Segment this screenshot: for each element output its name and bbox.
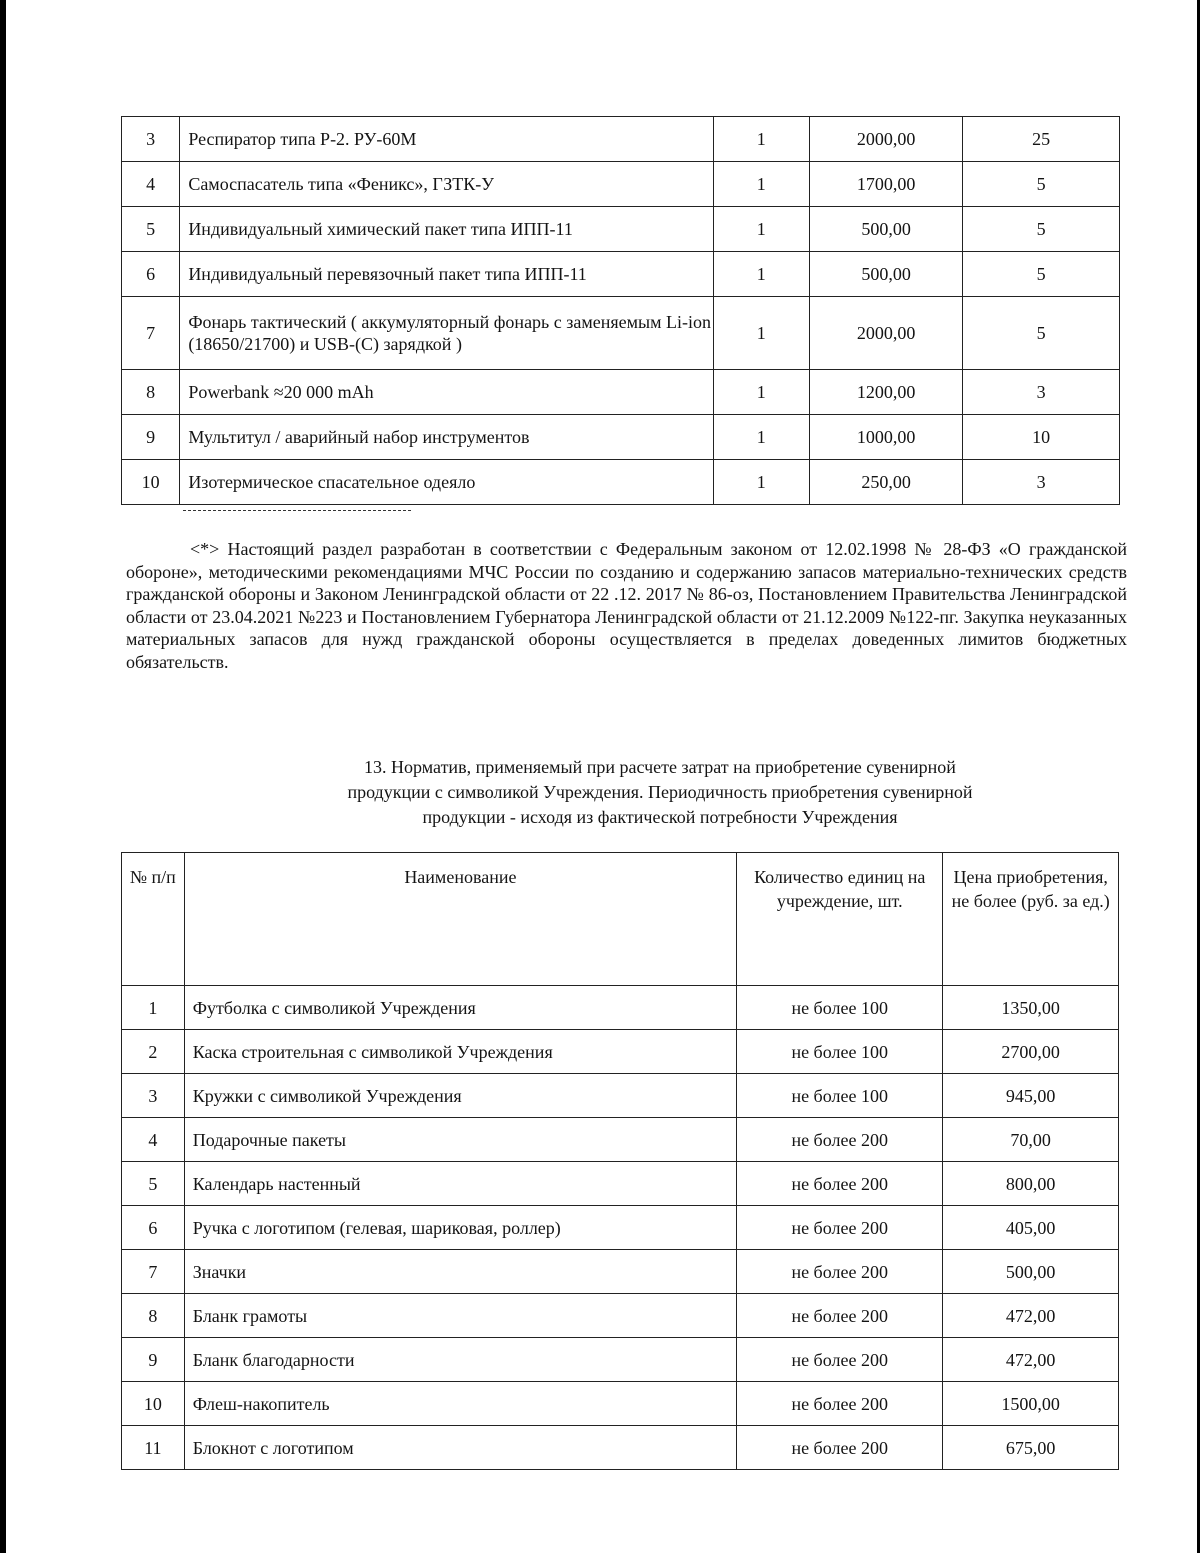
civil-defense-table	[121, 116, 1120, 505]
table-row	[122, 297, 1120, 370]
item-price: 1350,00	[943, 986, 1119, 1030]
item-quantity: не более 100	[737, 1030, 943, 1074]
item-name: Бланк грамоты	[184, 1294, 736, 1338]
item-name: Каска строительная с символикой Учреждения	[184, 1030, 736, 1074]
section-title-line: продукции с символикой Учреждения. Периодичность приобретения сувенирной	[347, 782, 973, 802]
table-row	[122, 1030, 1119, 1074]
item-price: 2000,00	[810, 117, 963, 162]
row-number: 11	[122, 1426, 185, 1470]
item-quantity: не более 100	[737, 986, 943, 1030]
item-price: 2700,00	[943, 1030, 1119, 1074]
table-header-row	[122, 853, 1119, 986]
header-name: Наименование	[184, 853, 736, 986]
item-price: 1700,00	[810, 162, 963, 207]
item-price: 500,00	[810, 252, 963, 297]
item-quantity: не более 200	[737, 1338, 943, 1382]
item-price: 800,00	[943, 1162, 1119, 1206]
item-count: 3	[963, 460, 1120, 505]
item-count: 5	[963, 207, 1120, 252]
item-quantity: 1	[713, 460, 809, 505]
row-number: 3	[122, 117, 180, 162]
table-row	[122, 986, 1119, 1030]
row-number: 6	[122, 1206, 185, 1250]
item-quantity: 1	[713, 207, 809, 252]
item-name: Мультитул / аварийный набор инструментов	[180, 415, 713, 460]
item-price: 1000,00	[810, 415, 963, 460]
item-name: Ручка с логотипом (гелевая, шариковая, роллер)	[184, 1206, 736, 1250]
item-quantity: 1	[713, 162, 809, 207]
item-price: 70,00	[943, 1118, 1119, 1162]
item-name: Индивидуальный перевязочный пакет типа ИПП-11	[180, 252, 713, 297]
header-quantity: Количество единиц на учреждение, шт.	[737, 853, 943, 986]
item-quantity: не более 200	[737, 1426, 943, 1470]
item-count: 10	[963, 415, 1120, 460]
item-name: Powerbank ≈20 000 mAh	[180, 370, 713, 415]
table-row	[122, 1206, 1119, 1250]
row-number: 7	[122, 297, 180, 370]
item-quantity: 1	[713, 252, 809, 297]
table-row	[122, 1382, 1119, 1426]
row-number: 5	[122, 1162, 185, 1206]
table-row	[122, 162, 1120, 207]
item-name: Календарь настенный	[184, 1162, 736, 1206]
section-title-line: 13. Норматив, применяемый при расчете затрат на приобретение сувенирной	[364, 757, 956, 777]
item-price: 500,00	[943, 1250, 1119, 1294]
item-name: Индивидуальный химический пакет типа ИПП-11	[180, 207, 713, 252]
item-count: 5	[963, 252, 1120, 297]
table-row	[122, 117, 1120, 162]
row-number: 8	[122, 370, 180, 415]
row-number: 4	[122, 1118, 185, 1162]
header-price: Цена приобретения, не более (руб. за ед.)	[943, 853, 1119, 986]
row-number: 4	[122, 162, 180, 207]
item-name: Значки	[184, 1250, 736, 1294]
item-name: Изотермическое спасательное одеяло	[180, 460, 713, 505]
table-row	[122, 252, 1120, 297]
item-price: 472,00	[943, 1338, 1119, 1382]
item-name: Флеш-накопитель	[184, 1382, 736, 1426]
row-number: 10	[122, 1382, 185, 1426]
item-name: Бланк благодарности	[184, 1338, 736, 1382]
item-quantity: 1	[713, 297, 809, 370]
table-row	[122, 207, 1120, 252]
row-number: 9	[122, 1338, 185, 1382]
item-name: Кружки с символикой Учреждения	[184, 1074, 736, 1118]
table-row	[122, 1074, 1119, 1118]
row-number: 6	[122, 252, 180, 297]
item-name: Блокнот с логотипом	[184, 1426, 736, 1470]
item-name: Самоспасатель типа «Феникс», ГЗТК-У	[180, 162, 713, 207]
row-number: 10	[122, 460, 180, 505]
table-row	[122, 370, 1120, 415]
item-price: 500,00	[810, 207, 963, 252]
item-price: 2000,00	[810, 297, 963, 370]
item-quantity: не более 200	[737, 1294, 943, 1338]
item-price: 472,00	[943, 1294, 1119, 1338]
row-number: 9	[122, 415, 180, 460]
table-row	[122, 1118, 1119, 1162]
row-number: 8	[122, 1294, 185, 1338]
row-number: 3	[122, 1074, 185, 1118]
item-name: Подарочные пакеты	[184, 1118, 736, 1162]
item-price: 675,00	[943, 1426, 1119, 1470]
item-price: 1200,00	[810, 370, 963, 415]
item-count: 5	[963, 297, 1120, 370]
table-row	[122, 1338, 1119, 1382]
header-number: № п/п	[122, 853, 185, 986]
item-quantity: не более 200	[737, 1118, 943, 1162]
item-count: 3	[963, 370, 1120, 415]
souvenir-table	[121, 852, 1119, 1470]
item-quantity: не более 200	[737, 1250, 943, 1294]
row-number: 2	[122, 1030, 185, 1074]
item-price: 405,00	[943, 1206, 1119, 1250]
item-name: Фонарь тактический ( аккумуляторный фонарь с заменяемым Li-ion (18650/21700) и USB-(C) зарядкой )	[180, 297, 713, 370]
item-price: 250,00	[810, 460, 963, 505]
item-quantity: не более 200	[737, 1382, 943, 1426]
row-number: 5	[122, 207, 180, 252]
item-price: 1500,00	[943, 1382, 1119, 1426]
item-name: Респиратор типа Р-2. РУ-60М	[180, 117, 713, 162]
row-number: 1	[122, 986, 185, 1030]
section-title	[260, 755, 1060, 830]
item-quantity: не более 200	[737, 1206, 943, 1250]
table-row	[122, 1426, 1119, 1470]
item-quantity: 1	[713, 117, 809, 162]
item-quantity: не более 200	[737, 1162, 943, 1206]
item-quantity: не более 100	[737, 1074, 943, 1118]
scan-edge-left	[0, 0, 6, 1553]
table-row	[122, 460, 1120, 505]
row-number: 7	[122, 1250, 185, 1294]
item-price: 945,00	[943, 1074, 1119, 1118]
item-quantity: 1	[713, 415, 809, 460]
section-title-line: продукции - исходя из фактической потребности Учреждения	[422, 807, 898, 827]
item-name: Футболка с символикой Учреждения	[184, 986, 736, 1030]
table-row	[122, 415, 1120, 460]
footnote-divider	[183, 510, 411, 511]
table-row	[122, 1294, 1119, 1338]
item-count: 5	[963, 162, 1120, 207]
item-count: 25	[963, 117, 1120, 162]
table-row	[122, 1250, 1119, 1294]
table-row	[122, 1162, 1119, 1206]
item-quantity: 1	[713, 370, 809, 415]
footnote-text: <*> Настоящий раздел разработан в соответствии с Федеральным законом от 12.02.1998 № 28-ФЗ «О гражданской обороне», методическими рекомендациями МЧС России по созданию и содержанию запасов материально-технических средств гражданской обороны и Законом Ленинградской области от 22 .12. 2017 № 86-оз, Постановлением Правительства Ленинградской области от 23.04.2021 №223 и Постановлением Губернатора Ленинградской области от 21.12.2009 №122-пг. Закупка неуказанных материальных запасов для нужд гражданской обороны осуществляется в пределах доведенных лимитов бюджетных обязательств.	[126, 539, 1127, 672]
